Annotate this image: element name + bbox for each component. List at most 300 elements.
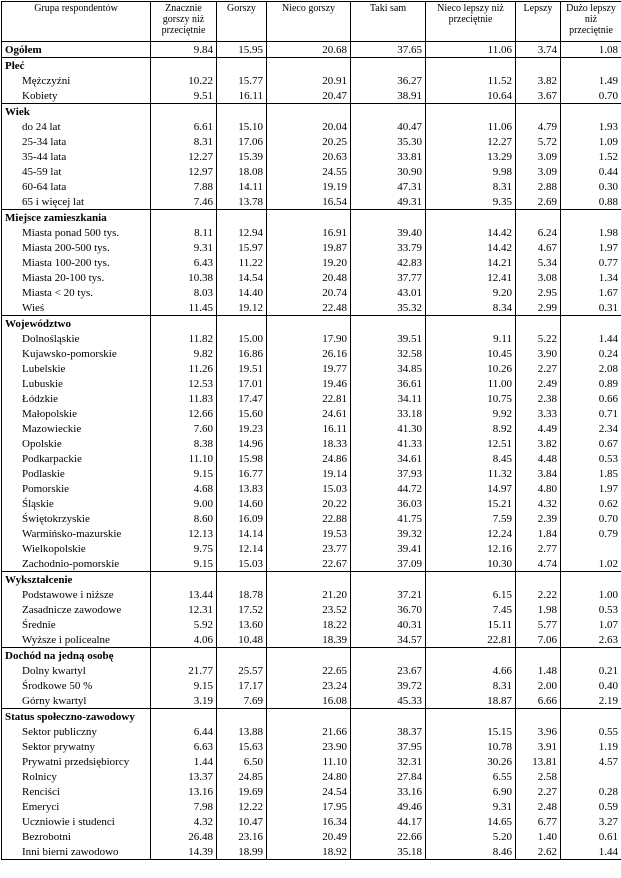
header-much-worse: Znacznie gorszy niż przeciętnie <box>151 2 217 42</box>
value-cell <box>217 709 267 725</box>
value-cell: 14.60 <box>217 496 267 511</box>
value-cell: 15.77 <box>217 73 267 88</box>
value-cell: 14.14 <box>217 526 267 541</box>
value-cell: 1.40 <box>516 829 561 844</box>
value-cell: 6.15 <box>426 587 516 602</box>
value-cell: 6.50 <box>217 754 267 769</box>
value-cell: 17.17 <box>217 678 267 693</box>
value-cell: 12.27 <box>426 134 516 149</box>
value-cell: 11.06 <box>426 119 516 134</box>
row-label: Środkowe 50 % <box>2 678 151 693</box>
group-row <box>2 316 621 332</box>
table-row <box>2 724 621 739</box>
value-cell: 2.69 <box>516 194 561 210</box>
row-label: Wyższe i policealne <box>2 632 151 648</box>
value-cell: 0.53 <box>561 602 621 617</box>
value-cell: 15.15 <box>426 724 516 739</box>
value-cell: 15.95 <box>217 42 267 58</box>
value-cell: 4.57 <box>561 754 621 769</box>
value-cell <box>151 648 217 664</box>
value-cell: 19.69 <box>217 784 267 799</box>
group-label: Wiek <box>2 104 151 120</box>
value-cell: 44.17 <box>351 814 426 829</box>
table-row <box>2 769 621 784</box>
table-row <box>2 346 621 361</box>
value-cell: 1.98 <box>561 225 621 240</box>
row-label: Świętokrzyskie <box>2 511 151 526</box>
table-row <box>2 88 621 104</box>
value-cell: 0.28 <box>561 784 621 799</box>
value-cell: 9.31 <box>151 240 217 255</box>
value-cell: 4.32 <box>151 814 217 829</box>
value-cell: 8.92 <box>426 421 516 436</box>
value-cell: 12.31 <box>151 602 217 617</box>
value-cell: 40.47 <box>351 119 426 134</box>
row-label: Bezrobotni <box>2 829 151 844</box>
row-label: Dolny kwartyl <box>2 663 151 678</box>
value-cell: 12.53 <box>151 376 217 391</box>
value-cell: 1.09 <box>561 134 621 149</box>
value-cell: 3.74 <box>516 42 561 58</box>
value-cell: 39.72 <box>351 678 426 693</box>
value-cell: 7.06 <box>516 632 561 648</box>
value-cell <box>351 210 426 226</box>
value-cell: 2.88 <box>516 179 561 194</box>
table-row <box>2 451 621 466</box>
value-cell: 39.51 <box>351 331 426 346</box>
row-label: 35-44 lata <box>2 149 151 164</box>
value-cell: 33.79 <box>351 240 426 255</box>
header-row <box>2 2 621 42</box>
value-cell: 3.84 <box>516 466 561 481</box>
value-cell: 22.88 <box>267 511 351 526</box>
value-cell: 2.63 <box>561 632 621 648</box>
value-cell: 12.22 <box>217 799 267 814</box>
value-cell: 39.32 <box>351 526 426 541</box>
value-cell: 12.27 <box>151 149 217 164</box>
value-cell: 6.43 <box>151 255 217 270</box>
row-label: 25-34 lata <box>2 134 151 149</box>
value-cell: 11.26 <box>151 361 217 376</box>
value-cell: 34.61 <box>351 451 426 466</box>
value-cell <box>561 769 621 784</box>
value-cell: 0.67 <box>561 436 621 451</box>
value-cell: 0.66 <box>561 391 621 406</box>
value-cell: 26.48 <box>151 829 217 844</box>
row-label: Kujawsko-pomorskie <box>2 346 151 361</box>
value-cell: 13.29 <box>426 149 516 164</box>
value-cell: 15.97 <box>217 240 267 255</box>
value-cell: 17.06 <box>217 134 267 149</box>
value-cell <box>516 648 561 664</box>
value-cell: 17.47 <box>217 391 267 406</box>
value-cell: 17.90 <box>267 331 351 346</box>
value-cell: 0.44 <box>561 164 621 179</box>
value-cell: 14.97 <box>426 481 516 496</box>
value-cell: 0.30 <box>561 179 621 194</box>
value-cell: 36.27 <box>351 73 426 88</box>
table-row <box>2 678 621 693</box>
row-label: Górny kwartyl <box>2 693 151 709</box>
value-cell: 4.49 <box>516 421 561 436</box>
value-cell <box>267 104 351 120</box>
value-cell: 1.19 <box>561 739 621 754</box>
value-cell: 24.54 <box>267 784 351 799</box>
value-cell: 16.91 <box>267 225 351 240</box>
table-row <box>2 331 621 346</box>
value-cell: 37.65 <box>351 42 426 58</box>
value-cell: 13.37 <box>151 769 217 784</box>
value-cell: 14.96 <box>217 436 267 451</box>
value-cell: 20.63 <box>267 149 351 164</box>
value-cell: 11.83 <box>151 391 217 406</box>
value-cell: 20.47 <box>267 88 351 104</box>
value-cell: 15.98 <box>217 451 267 466</box>
value-cell: 2.49 <box>516 376 561 391</box>
value-cell: 41.30 <box>351 421 426 436</box>
group-label: Dochód na jedną osobę <box>2 648 151 664</box>
value-cell: 9.15 <box>151 466 217 481</box>
row-label: Śląskie <box>2 496 151 511</box>
table-row <box>2 739 621 754</box>
value-cell <box>516 709 561 725</box>
value-cell: 20.48 <box>267 270 351 285</box>
value-cell: 19.19 <box>267 179 351 194</box>
value-cell: 6.44 <box>151 724 217 739</box>
table-row <box>2 496 621 511</box>
group-label: Województwo <box>2 316 151 332</box>
value-cell: 5.77 <box>516 617 561 632</box>
value-cell: 14.54 <box>217 270 267 285</box>
value-cell: 22.66 <box>351 829 426 844</box>
table-row <box>2 270 621 285</box>
row-label: Lubelskie <box>2 361 151 376</box>
value-cell: 8.38 <box>151 436 217 451</box>
value-cell: 12.14 <box>217 541 267 556</box>
value-cell: 9.84 <box>151 42 217 58</box>
row-label: Kobiety <box>2 88 151 104</box>
value-cell: 36.03 <box>351 496 426 511</box>
table-row <box>2 541 621 556</box>
group-row <box>2 58 621 74</box>
value-cell: 6.24 <box>516 225 561 240</box>
value-cell: 11.45 <box>151 300 217 316</box>
group-label: Status społeczno-zawodowy <box>2 709 151 725</box>
value-cell: 15.11 <box>426 617 516 632</box>
value-cell: 0.40 <box>561 678 621 693</box>
table-row <box>2 693 621 709</box>
value-cell: 17.52 <box>217 602 267 617</box>
value-cell: 6.66 <box>516 693 561 709</box>
value-cell: 21.66 <box>267 724 351 739</box>
row-label: Wieś <box>2 300 151 316</box>
value-cell: 16.11 <box>217 88 267 104</box>
value-cell: 9.20 <box>426 285 516 300</box>
table-row <box>2 814 621 829</box>
value-cell: 1.34 <box>561 270 621 285</box>
value-cell: 2.99 <box>516 300 561 316</box>
value-cell: 19.51 <box>217 361 267 376</box>
value-cell <box>561 572 621 588</box>
value-cell: 42.83 <box>351 255 426 270</box>
value-cell: 14.40 <box>217 285 267 300</box>
value-cell: 7.45 <box>426 602 516 617</box>
value-cell: 7.69 <box>217 693 267 709</box>
value-cell: 13.16 <box>151 784 217 799</box>
value-cell: 1.67 <box>561 285 621 300</box>
table-row <box>2 663 621 678</box>
value-cell: 7.46 <box>151 194 217 210</box>
value-cell <box>151 316 217 332</box>
value-cell: 4.06 <box>151 632 217 648</box>
value-cell: 1.97 <box>561 240 621 255</box>
table-row <box>2 556 621 572</box>
value-cell: 15.03 <box>267 481 351 496</box>
value-cell: 10.45 <box>426 346 516 361</box>
row-label: Zachodnio-pomorskie <box>2 556 151 572</box>
value-cell: 12.16 <box>426 541 516 556</box>
row-label: Lubuskie <box>2 376 151 391</box>
table-row <box>2 406 621 421</box>
value-cell: 13.88 <box>217 724 267 739</box>
table-row <box>2 511 621 526</box>
value-cell: 8.34 <box>426 300 516 316</box>
value-cell: 18.39 <box>267 632 351 648</box>
value-cell: 35.30 <box>351 134 426 149</box>
value-cell: 3.91 <box>516 739 561 754</box>
value-cell: 33.81 <box>351 149 426 164</box>
value-cell: 10.64 <box>426 88 516 104</box>
row-label: Mazowieckie <box>2 421 151 436</box>
value-cell: 5.92 <box>151 617 217 632</box>
value-cell: 25.57 <box>217 663 267 678</box>
value-cell: 17.01 <box>217 376 267 391</box>
group-row <box>2 210 621 226</box>
value-cell: 8.46 <box>426 844 516 860</box>
value-cell <box>561 104 621 120</box>
value-cell: 9.11 <box>426 331 516 346</box>
value-cell: 6.63 <box>151 739 217 754</box>
value-cell: 45.33 <box>351 693 426 709</box>
value-cell: 14.21 <box>426 255 516 270</box>
value-cell: 32.58 <box>351 346 426 361</box>
value-cell: 9.92 <box>426 406 516 421</box>
table-row <box>2 376 621 391</box>
value-cell: 16.08 <box>267 693 351 709</box>
value-cell: 35.32 <box>351 300 426 316</box>
table-row <box>2 844 621 860</box>
value-cell: 23.52 <box>267 602 351 617</box>
value-cell: 24.55 <box>267 164 351 179</box>
value-cell: 2.27 <box>516 361 561 376</box>
value-cell: 40.31 <box>351 617 426 632</box>
row-label: Podkarpackie <box>2 451 151 466</box>
value-cell: 3.27 <box>561 814 621 829</box>
value-cell <box>217 316 267 332</box>
value-cell: 6.55 <box>426 769 516 784</box>
row-label: Inni bierni zawodowo <box>2 844 151 860</box>
group-row <box>2 648 621 664</box>
value-cell: 19.77 <box>267 361 351 376</box>
value-cell: 1.07 <box>561 617 621 632</box>
value-cell: 22.81 <box>267 391 351 406</box>
value-cell: 15.10 <box>217 119 267 134</box>
row-label: Małopolskie <box>2 406 151 421</box>
value-cell: 10.22 <box>151 73 217 88</box>
value-cell: 18.92 <box>267 844 351 860</box>
value-cell: 23.67 <box>351 663 426 678</box>
value-cell: 1.44 <box>151 754 217 769</box>
value-cell: 12.13 <box>151 526 217 541</box>
value-cell: 19.23 <box>217 421 267 436</box>
value-cell: 0.24 <box>561 346 621 361</box>
value-cell: 15.00 <box>217 331 267 346</box>
value-cell: 43.01 <box>351 285 426 300</box>
value-cell: 2.27 <box>516 784 561 799</box>
value-cell: 17.95 <box>267 799 351 814</box>
value-cell: 20.68 <box>267 42 351 58</box>
value-cell: 18.78 <box>217 587 267 602</box>
value-cell: 16.34 <box>267 814 351 829</box>
value-cell: 8.03 <box>151 285 217 300</box>
value-cell: 7.59 <box>426 511 516 526</box>
table-row <box>2 255 621 270</box>
row-label: Pomorskie <box>2 481 151 496</box>
value-cell: 0.89 <box>561 376 621 391</box>
value-cell: 11.22 <box>217 255 267 270</box>
value-cell: 2.48 <box>516 799 561 814</box>
value-cell: 38.37 <box>351 724 426 739</box>
value-cell: 1.98 <box>516 602 561 617</box>
row-label: Średnie <box>2 617 151 632</box>
value-cell: 12.24 <box>426 526 516 541</box>
value-cell: 0.70 <box>561 511 621 526</box>
value-cell: 0.55 <box>561 724 621 739</box>
table-row <box>2 526 621 541</box>
value-cell: 34.85 <box>351 361 426 376</box>
value-cell: 0.70 <box>561 88 621 104</box>
value-cell: 9.00 <box>151 496 217 511</box>
value-cell: 22.65 <box>267 663 351 678</box>
row-label: Miasta 20-100 tys. <box>2 270 151 285</box>
value-cell: 0.61 <box>561 829 621 844</box>
value-cell: 41.33 <box>351 436 426 451</box>
value-cell <box>217 210 267 226</box>
value-cell <box>516 316 561 332</box>
value-cell: 9.82 <box>151 346 217 361</box>
value-cell: 24.80 <box>267 769 351 784</box>
value-cell: 0.59 <box>561 799 621 814</box>
value-cell <box>267 572 351 588</box>
value-cell: 9.31 <box>426 799 516 814</box>
row-label: 45-59 lat <box>2 164 151 179</box>
value-cell: 2.19 <box>561 693 621 709</box>
value-cell: 19.87 <box>267 240 351 255</box>
value-cell <box>351 572 426 588</box>
value-cell: 37.77 <box>351 270 426 285</box>
value-cell: 3.67 <box>516 88 561 104</box>
value-cell <box>351 648 426 664</box>
value-cell: 1.44 <box>561 844 621 860</box>
value-cell <box>217 572 267 588</box>
value-cell: 34.57 <box>351 632 426 648</box>
value-cell <box>267 648 351 664</box>
data-table <box>1 1 621 860</box>
row-label: 65 i więcej lat <box>2 194 151 210</box>
value-cell: 13.83 <box>217 481 267 496</box>
value-cell: 2.77 <box>516 541 561 556</box>
value-cell: 34.11 <box>351 391 426 406</box>
table-row <box>2 754 621 769</box>
value-cell: 13.44 <box>151 587 217 602</box>
group-label: Miejsce zamieszkania <box>2 210 151 226</box>
value-cell: 5.20 <box>426 829 516 844</box>
value-cell: 23.16 <box>217 829 267 844</box>
value-cell: 3.33 <box>516 406 561 421</box>
value-cell <box>267 316 351 332</box>
value-cell <box>151 58 217 74</box>
row-label: Opolskie <box>2 436 151 451</box>
value-cell <box>561 709 621 725</box>
value-cell: 22.67 <box>267 556 351 572</box>
value-cell: 4.80 <box>516 481 561 496</box>
table-row <box>2 784 621 799</box>
value-cell: 1.97 <box>561 481 621 496</box>
value-cell: 14.42 <box>426 225 516 240</box>
value-cell: 13.81 <box>516 754 561 769</box>
value-cell: 37.21 <box>351 587 426 602</box>
value-cell: 4.66 <box>426 663 516 678</box>
value-cell: 36.70 <box>351 602 426 617</box>
value-cell: 8.45 <box>426 451 516 466</box>
value-cell: 20.22 <box>267 496 351 511</box>
value-cell <box>151 709 217 725</box>
value-cell: 1.02 <box>561 556 621 572</box>
row-label: Miasta < 20 tys. <box>2 285 151 300</box>
value-cell: 11.10 <box>151 451 217 466</box>
value-cell: 36.61 <box>351 376 426 391</box>
value-cell <box>516 104 561 120</box>
value-cell: 5.34 <box>516 255 561 270</box>
value-cell: 0.21 <box>561 663 621 678</box>
value-cell: 18.08 <box>217 164 267 179</box>
value-cell <box>426 316 516 332</box>
value-cell: 20.91 <box>267 73 351 88</box>
value-cell: 27.84 <box>351 769 426 784</box>
value-cell: 7.60 <box>151 421 217 436</box>
table-row <box>2 119 621 134</box>
value-cell: 20.25 <box>267 134 351 149</box>
value-cell: 41.75 <box>351 511 426 526</box>
row-label: Podstawowe i niższe <box>2 587 151 602</box>
table-row <box>2 587 621 602</box>
value-cell: 9.98 <box>426 164 516 179</box>
row-label: Emeryci <box>2 799 151 814</box>
value-cell: 4.32 <box>516 496 561 511</box>
table-row <box>2 73 621 88</box>
value-cell: 2.38 <box>516 391 561 406</box>
value-cell: 12.41 <box>426 270 516 285</box>
value-cell: 10.48 <box>217 632 267 648</box>
table-row <box>2 179 621 194</box>
row-label: Miasta 200-500 tys. <box>2 240 151 255</box>
row-label: Wielkopolskie <box>2 541 151 556</box>
table-row <box>2 300 621 316</box>
table-row <box>2 134 621 149</box>
value-cell: 2.00 <box>516 678 561 693</box>
header-worse: Gorszy <box>217 2 267 42</box>
value-cell: 16.09 <box>217 511 267 526</box>
